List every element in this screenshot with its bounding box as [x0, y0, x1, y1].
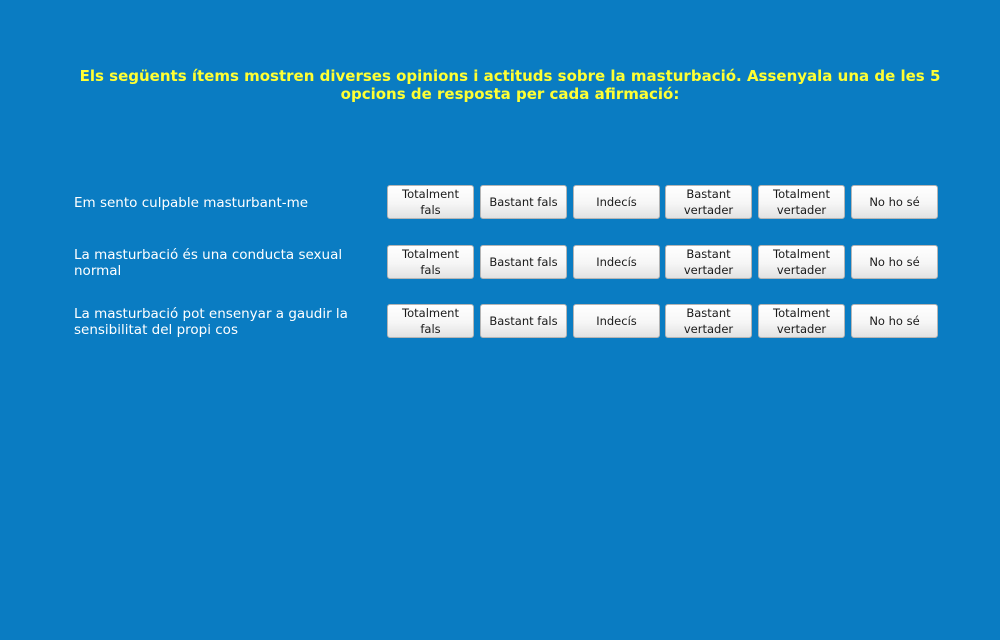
option-indecis-button[interactable]: Indecís [573, 245, 660, 279]
option-totalment-fals-button[interactable]: Totalment fals [387, 245, 474, 279]
option-totalment-vertader-button[interactable]: Totalment vertader [758, 304, 845, 338]
option-totalment-fals-button[interactable]: Totalment fals [387, 304, 474, 338]
option-bastant-vertader-button[interactable]: Bastant vertader [665, 185, 752, 219]
option-bastant-fals-button[interactable]: Bastant fals [480, 304, 567, 338]
survey-item-3 [0, 304, 1000, 340]
option-totalment-vertader-button[interactable]: Totalment vertader [758, 185, 845, 219]
option-bastant-vertader-button[interactable]: Bastant vertader [665, 245, 752, 279]
option-no-ho-se-button[interactable]: No ho sé [851, 304, 938, 338]
option-bastant-vertader-button[interactable]: Bastant vertader [665, 304, 752, 338]
item-statement: La masturbació pot ensenyar a gaudir la sensibilitat del propi cos [74, 306, 348, 338]
option-totalment-vertader-button[interactable]: Totalment vertader [758, 245, 845, 279]
option-indecis-button[interactable]: Indecís [573, 185, 660, 219]
survey-item-1 [0, 185, 1000, 221]
option-no-ho-se-button[interactable]: No ho sé [851, 245, 938, 279]
option-no-ho-se-button[interactable]: No ho sé [851, 185, 938, 219]
survey-item-2 [0, 245, 1000, 281]
option-totalment-fals-button[interactable]: Totalment fals [387, 185, 474, 219]
item-statement: Em sento culpable masturbant-me [74, 195, 309, 211]
option-bastant-fals-button[interactable]: Bastant fals [480, 185, 567, 219]
instructions-text: Els següents ítems mostren diverses opinions i actituds sobre la masturbació. Assenyala una de les 5 opcions de resposta per cada afirmació: [79, 67, 941, 103]
option-bastant-fals-button[interactable]: Bastant fals [480, 245, 567, 279]
option-indecis-button[interactable]: Indecís [573, 304, 660, 338]
item-statement: La masturbació és una conducta sexual normal [74, 247, 343, 279]
